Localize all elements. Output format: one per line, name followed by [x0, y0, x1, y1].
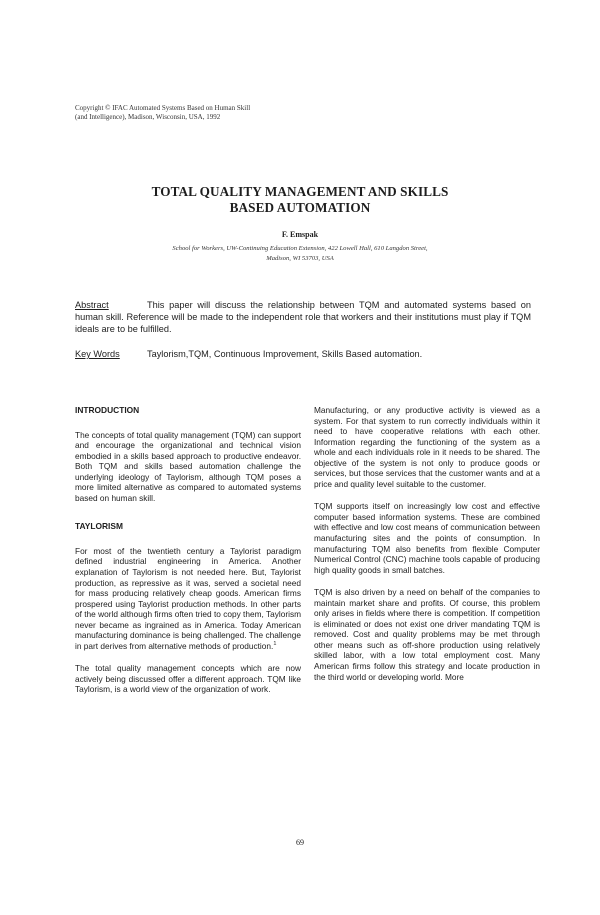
abstract: [75, 300, 531, 335]
right-column: [314, 405, 540, 694]
page-number: 69: [296, 838, 304, 847]
keywords: [75, 349, 531, 361]
taylorism-heading: TAYLORISM: [75, 521, 123, 532]
copyright-line-2: (and Intelligence), Madison, Wisconsin, USA, 1992: [75, 112, 221, 121]
author-name: F. Emspak: [281, 230, 319, 239]
affiliation-line-2: Madison, WI 53703, USA: [266, 255, 334, 262]
keywords-text: Taylorism,TQM, Continuous Improvement, Skills Based automation.: [147, 349, 423, 359]
title-line-2: BASED AUTOMATION: [229, 199, 371, 215]
taylorism-paragraph-1-text: For most of the twentieth century a Taylorist paradigm defined industrial engineering in America. Another explanation of Taylorism is not needed here. But, Taylorist production, as repressive as it was, served a societal need for mass producing relatively cheap goods. American firms prospered using Taylorist production methods. In other parts of the world although firms often tried to copy them, Taylorism never became as ingrained as in America. Today American manufacturing dominance is being challenged. The challenge in part derives from alternative methods of production.: [75, 545, 301, 651]
right-paragraph-3: TQM is also driven by a need on behalf of the companies to maintain market share and profits. Of course, this problem only arises in fields where there is competition. If competition is eliminated or does not exist one driver mandating TQM is removed. Cost and quality problems may be met through other means such as off-shore production using relatively skilled labor, with a low total employment cost. Many American firms follow this strategy and locate production in the third world or developing world. More: [314, 587, 540, 682]
taylorism-paragraph-2: The total quality management concepts which are now actively being discussed offer a different approach. TQM like Taylorism, is a world view of the organization of work.: [75, 663, 301, 695]
abstract-text: This paper will discuss the relationship between TQM and automated systems based on human skill. Reference will be made to the independent role that workers and their institutions must play if TQM ideals are to be fulfilled.: [75, 300, 531, 334]
right-paragraph-2: TQM supports itself on increasingly low cost and effective computer based information systems. These are combined with effective and low cost means of communication between manufacturing sites and the points of consumption. In manufacturing TQM also benefits from flexible Computer Numerical Control (CNC) machine tools capable of producing high quality goods in small batches.: [314, 501, 540, 575]
copyright-notice: [75, 104, 335, 121]
keywords-label: Key Words: [75, 349, 120, 359]
title-line-1: TOTAL QUALITY MANAGEMENT AND SKILLS: [151, 184, 449, 199]
introduction-heading: INTRODUCTION: [75, 405, 140, 415]
abstract-label: Abstract: [75, 300, 109, 310]
left-column: [75, 405, 301, 707]
author-affiliation: [110, 244, 490, 264]
taylorism-paragraph-1: [75, 546, 301, 651]
footnote-marker: 1: [273, 641, 277, 648]
paper-title: [60, 184, 540, 215]
copyright-line-1: Copyright © IFAC Automated Systems Based on Human Skill: [75, 104, 251, 112]
affiliation-line-1: School for Workers, UW-Continuing Education Extension, 422 Lowell Hall, 610 Langdon Street,: [172, 245, 428, 252]
right-paragraph-1: Manufacturing, or any productive activity is viewed as a system. For that system to run correctly individuals within it need to have cooperative relations with each other. Information regarding the functioning of the system as a whole and each individuals role in it needs to be shared. The objective of the system is not only to produce goods or services, but those services that the customer wants and at a price and quality level suitable to the customer.: [314, 405, 540, 489]
introduction-paragraph: The concepts of total quality management (TQM) can support and encourage the organizational and technical vision embodied in a skills based approach to productive endeavor. Both TQM and skills based automation challenge the underlying ideology of Taylorism, although TQM poses a more limited alternative as compared to automated systems based on human skill.: [75, 429, 301, 503]
